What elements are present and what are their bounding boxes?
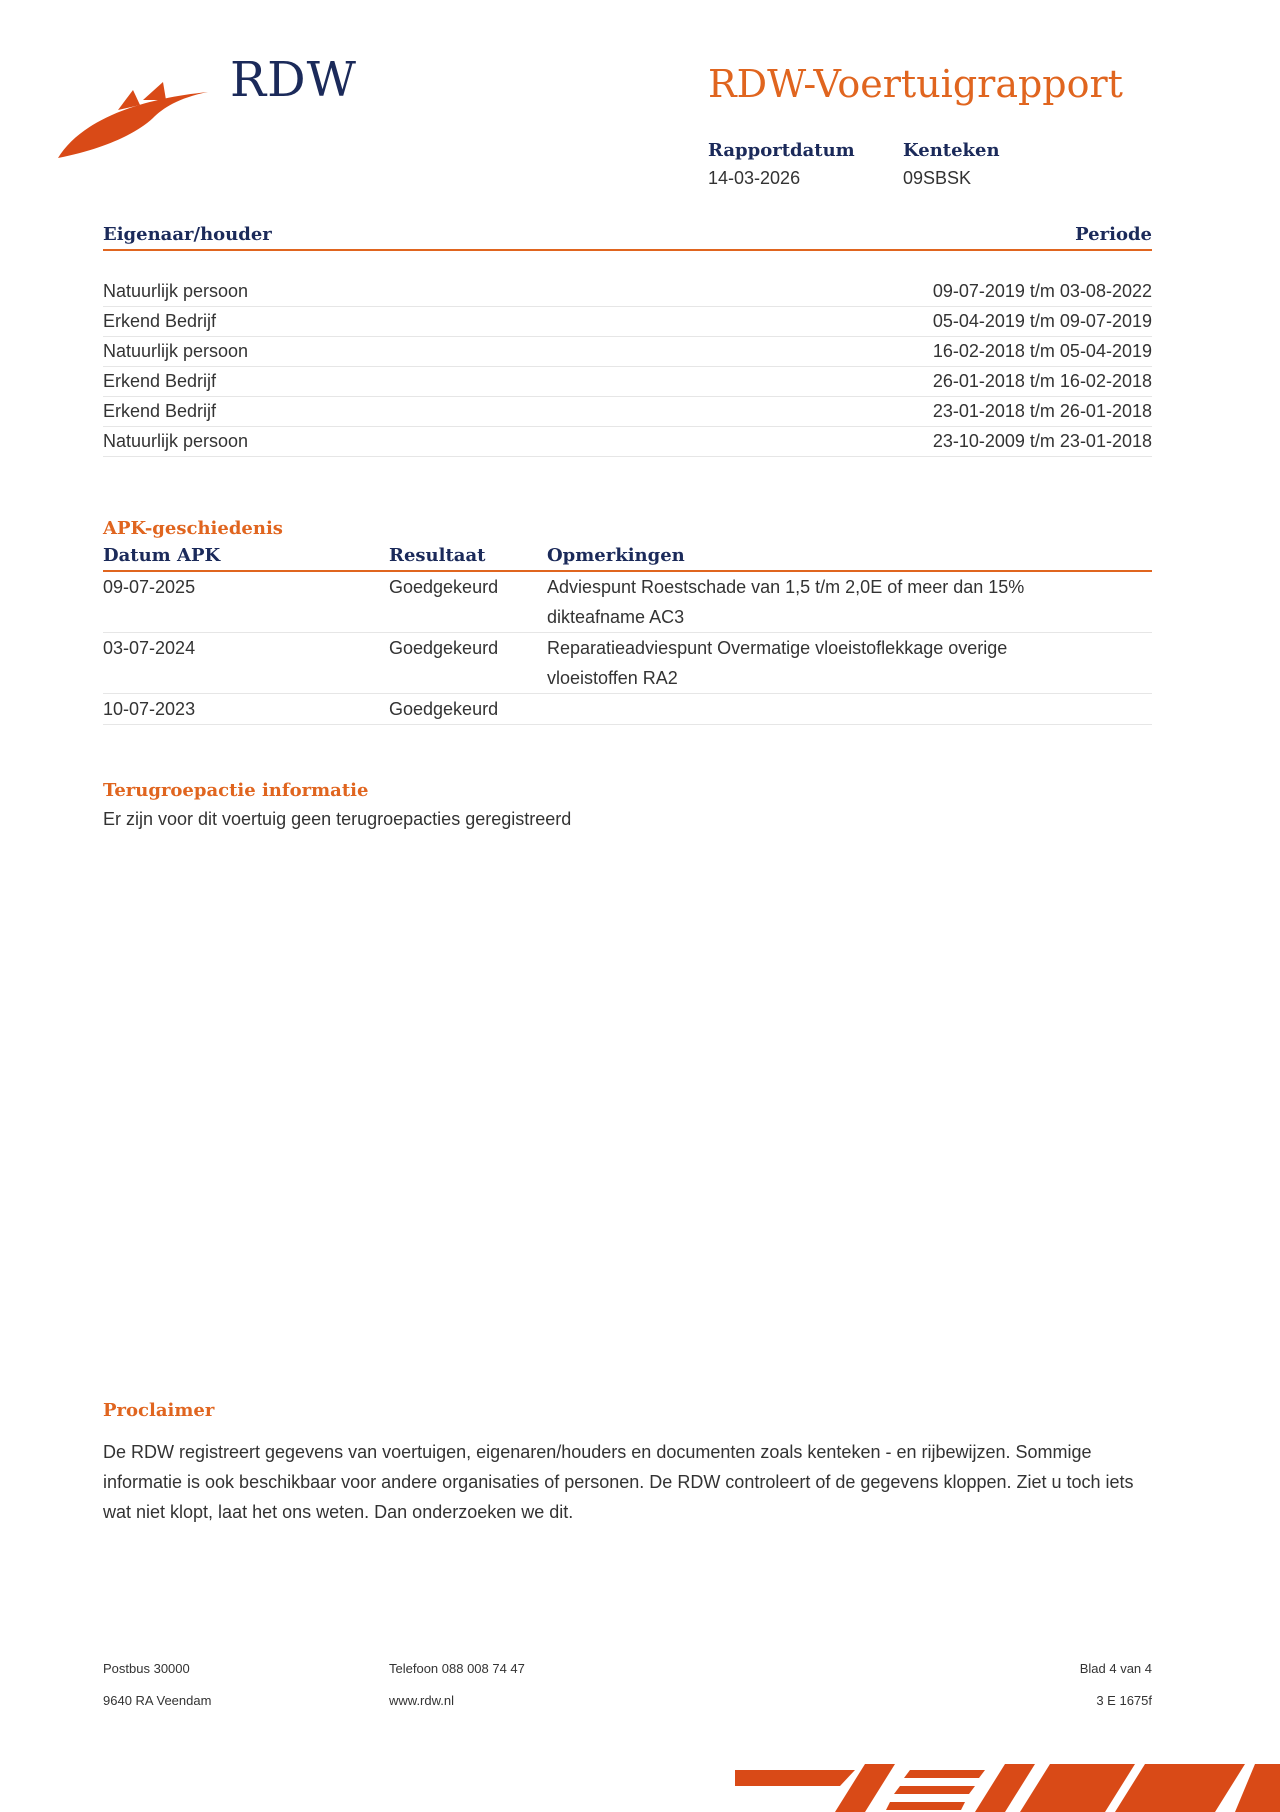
apk-remarks-cell bbox=[547, 694, 1152, 724]
apk-date-cell: 10-07-2023 bbox=[103, 699, 196, 719]
plate-value: 09SBSK bbox=[903, 168, 972, 188]
table-row bbox=[103, 397, 1152, 427]
period-cell: 23-01-2018 t/m 26-01-2018 bbox=[932, 401, 1152, 421]
footer-address-line1: Postbus 30000 bbox=[103, 1661, 190, 1676]
owner-cell: Erkend Bedrijf bbox=[103, 311, 217, 331]
table-row bbox=[103, 427, 1152, 457]
table-row bbox=[103, 633, 1152, 694]
period-cell: 26-01-2018 t/m 16-02-2018 bbox=[932, 371, 1152, 391]
logo-text: RDW bbox=[230, 52, 357, 108]
plate-label: Kenteken bbox=[903, 140, 1000, 161]
apk-result-cell: Goedgekeurd bbox=[389, 638, 499, 658]
apk-result-cell: Goedgekeurd bbox=[389, 699, 499, 719]
proclaimer-title: Proclaimer bbox=[103, 1400, 215, 1421]
report-date-label: Rapportdatum bbox=[708, 140, 855, 161]
footer-page-number: Blad 4 van 4 bbox=[1079, 1661, 1152, 1676]
table-row bbox=[103, 337, 1152, 367]
recall-section bbox=[103, 780, 1152, 830]
footer-phone: Telefoon 088 008 74 47 bbox=[389, 1661, 525, 1676]
period-column-header: Periode bbox=[1075, 224, 1152, 245]
report-date-value: 14-03-2026 bbox=[708, 168, 801, 188]
apk-result-cell: Goedgekeurd bbox=[389, 577, 499, 597]
apk-remarks-cell: Adviespunt Roestschade van 1,5 t/m 2,0E of meer dan 15% dikteafname AC3 bbox=[547, 577, 1025, 627]
period-cell: 09-07-2019 t/m 03-08-2022 bbox=[932, 281, 1152, 301]
apk-result-column-header: Resultaat bbox=[389, 545, 486, 566]
recall-section-title: Terugroepactie informatie bbox=[103, 780, 369, 801]
apk-date-column-header: Datum APK bbox=[103, 545, 221, 566]
table-row bbox=[103, 307, 1152, 337]
owner-cell: Natuurlijk persoon bbox=[103, 281, 249, 301]
apk-remarks-cell: Reparatieadviespunt Overmatige vloeistoflekkage overige vloeistoffen RA2 bbox=[547, 638, 1008, 688]
apk-date-cell: 03-07-2024 bbox=[103, 638, 196, 658]
table-row bbox=[103, 694, 1152, 725]
owner-cell: Erkend Bedrijf bbox=[103, 401, 217, 421]
table-row bbox=[103, 572, 1152, 633]
owner-cell: Natuurlijk persoon bbox=[103, 431, 249, 451]
apk-date-cell: 09-07-2025 bbox=[103, 577, 196, 597]
footer-address-line2: 9640 RA Veendam bbox=[103, 1693, 212, 1708]
table-row bbox=[103, 277, 1152, 307]
table-row bbox=[103, 367, 1152, 397]
proclaimer-section bbox=[103, 1400, 1152, 1527]
footer-website-link[interactable]: www.rdw.nl bbox=[389, 1693, 455, 1708]
apk-remarks-column-header: Opmerkingen bbox=[547, 545, 685, 566]
rdw-logo-icon bbox=[58, 80, 208, 160]
decorative-stripes-icon bbox=[735, 1760, 1280, 1812]
recall-text: Er zijn voor dit voertuig geen terugroepacties geregistreerd bbox=[103, 809, 572, 829]
period-cell: 16-02-2018 t/m 05-04-2019 bbox=[932, 341, 1152, 361]
apk-history-section bbox=[103, 518, 1152, 725]
owner-cell: Erkend Bedrijf bbox=[103, 371, 217, 391]
report-title: RDW-Voertuigrapport bbox=[708, 62, 1123, 106]
owners-table bbox=[103, 224, 1152, 457]
period-cell: 23-10-2009 t/m 23-01-2018 bbox=[932, 431, 1152, 451]
owner-cell: Natuurlijk persoon bbox=[103, 341, 249, 361]
owner-column-header: Eigenaar/houder bbox=[103, 224, 272, 245]
footer-code: 3 E 1675f bbox=[1096, 1693, 1152, 1708]
apk-section-title: APK-geschiedenis bbox=[103, 518, 283, 539]
period-cell: 05-04-2019 t/m 09-07-2019 bbox=[932, 311, 1152, 331]
proclaimer-text: De RDW registreert gegevens van voertuigen, eigenaren/houders en documenten zoals kenteken - en rijbewijzen. Sommige informatie is ook beschikbaar voor andere organisaties of personen. De RDW controleert of de gegevens kloppen. Ziet u toch iets wat niet klopt, laat het ons weten. Dan onderzoeken we dit. bbox=[103, 1442, 1134, 1522]
